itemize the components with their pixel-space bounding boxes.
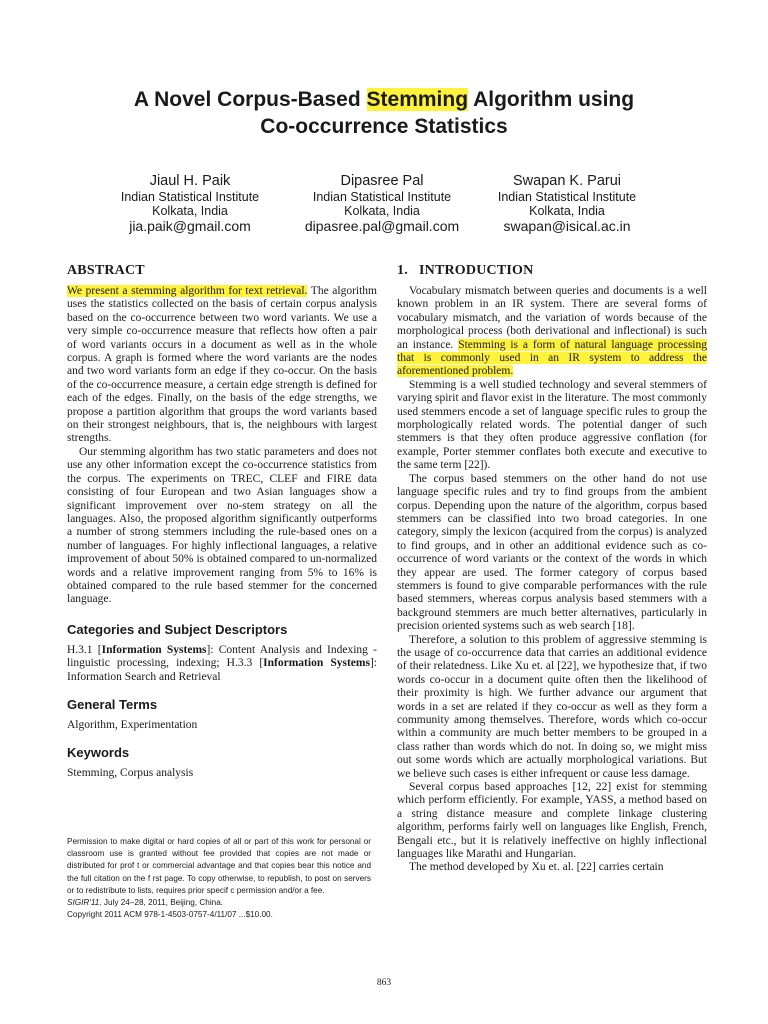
intro-highlight: Stemming is a form of natural language processing that is commonly used in an IR system to address the aforementioned problem. bbox=[397, 338, 707, 378]
title-highlight: Stemming bbox=[366, 88, 469, 111]
copyright-line: Copyright 2011 ACM 978-1-4503-0757-4/11/07 ...$10.00. bbox=[67, 910, 273, 920]
intro-paragraph-2: Stemming is a well studied technology and several stemmers of varying spirit and flavor exist in the literature. The most commonly used stemmers encode a set of language specific rules to group the morphologically related words. The potential danger of such stemmers is that they often produce aggressive conflation (for example, Porter stemmer conflates both execute and executive to the same term [22]). bbox=[397, 378, 707, 472]
page-number: 863 bbox=[376, 978, 392, 988]
abstract-paragraph-2: Our stemming algorithm has two static parameters and does not use any other information except the co-occurrence statistics from the corpus. The experiments on TREC, CLEF and FIRE data consisting of four European and two Asian languages show a significant improvement over no-stem strategy on all the languages. Also, the proposed algorithm significantly outperforms a number of strong stemmers including the rule-based ones on a number of languages. For highly inflectional languages, a relative improvement of about 50% is obtained compared to un-normalized words and a relative improvement ranging from 5% to 16% is obtained compared to the rule based stemmer for the concerned language. bbox=[67, 445, 377, 606]
categories-text: H.3.1 [Information Systems]: Content Analysis and Indexing - linguistic processing, indexing; H.3.3 [Information Systems]: Information Search and Retrieval bbox=[67, 643, 377, 683]
title-line-2: Co-occurrence Statistics bbox=[260, 115, 508, 138]
intro-paragraph-1: Vocabulary mismatch between queries and documents is a well known problem in an IR system. There are several forms of vocabulary mismatch, and the variation of words because of the morphological process (both derivational and inflectional) is such an instance. Stemming is a form of natural language processing that is commonly used in an IR system to address the aforementioned problem. bbox=[397, 285, 707, 378]
author-name: Jiaul H. Paik bbox=[149, 173, 231, 189]
author-location: Kolkata, India bbox=[152, 204, 228, 218]
title-line-1: A Novel Corpus-Based Stemming Algorithm using bbox=[133, 88, 635, 111]
keywords-text: Stemming, Corpus analysis bbox=[67, 767, 194, 780]
general-terms-text: Algorithm, Experimentation bbox=[67, 718, 198, 731]
author-email: swapan@isical.ac.in bbox=[503, 218, 631, 234]
author-block-3 bbox=[457, 172, 677, 235]
conference-details: July 24–28, 2011, Beijing, China. bbox=[101, 898, 224, 908]
author-location: Kolkata, India bbox=[529, 204, 605, 218]
paper-title bbox=[60, 86, 708, 140]
intro-paragraph-6: The method developed by Xu et. al. [22] carries certain bbox=[409, 861, 664, 874]
abstract-heading: ABSTRACT bbox=[67, 263, 145, 278]
keywords-heading: Keywords bbox=[67, 745, 130, 761]
author-email: jia.paik@gmail.com bbox=[129, 218, 251, 234]
permission-notice bbox=[67, 836, 371, 921]
abstract-highlight: We present a stemming algorithm for text retrieval. bbox=[67, 285, 308, 297]
author-block-1 bbox=[80, 172, 300, 235]
intro-paragraph-3: The corpus based stemmers on the other hand do not use language specific rules and try to find groups from the ambient corpus. Depending upon the nature of the algorithm, corpus based stemmers can be classified into two broad categories. In one category, simply the lexicon (acquired from the corpus) is analyzed to find groups, and in other an additional evidence such as co-occurrence of word variants or the context of the words in which they appear are used. The former category of corpus based stemmers is found to give comparable performances with the rule based stemmers, whereas corpus analysis based stemmers with a background stemmers are much better alternatives, particularly in precision oriented systems such as web search [18]. bbox=[397, 472, 707, 633]
left-column bbox=[67, 262, 377, 781]
right-column bbox=[397, 262, 707, 875]
categories-heading: Categories and Subject Descriptors bbox=[67, 621, 288, 637]
author-name: Dipasree Pal bbox=[340, 173, 424, 189]
author-affiliation: Indian Statistical Institute bbox=[497, 190, 637, 204]
intro-paragraph-5: Several corpus based approaches [12, 22] exist for stemming which perform efficiently. For example, YASS, a method based on a string distance measure and complete linkage clustering algorithm, performs fairly well on languages like English, French, Bengali etc., but it is relatively ineffective on highly inflectional languages like Marathi and Hungarian. bbox=[397, 781, 707, 861]
author-affiliation: Indian Statistical Institute bbox=[312, 190, 452, 204]
author-email: dipasree.pal@gmail.com bbox=[304, 218, 460, 234]
abstract-paragraph-1: We present a stemming algorithm for text retrieval. The algorithm uses the statistics collected on the basis of certain corpus analysis based on the co-occurrence between two word variants. We use a very simple co-occurrence measure that reflects how often a pair of word variants occurs in a document as well as in the whole corpus. A graph is formed where the word variants are the nodes and two word variants form an edge if they co-occur. On the basis of the co-occurrence measure, a certain edge strength is defined for each of the edges. Finally, on the basis of the edge strengths, we propose a partition algorithm that groups the word variants based on their strongest neighbours, that is, the neighbours with largest strengths. bbox=[67, 285, 377, 445]
introduction-heading: 1. INTRODUCTION bbox=[397, 263, 534, 278]
conference-name: SIGIR'11, bbox=[67, 898, 102, 908]
permission-text: Permission to make digital or hard copies of all or part of this work for personal or classroom use is granted without fee provided that copies are not made or distributed for prof t or commercial advantage and that copies bear this notice and the full citation on the f rst page. To copy otherwise, to republish, to post on servers or to redistribute to lists, requires prior specif c permission and/or a fee. bbox=[67, 837, 371, 895]
author-location: Kolkata, India bbox=[344, 204, 420, 218]
author-name: Swapan K. Parui bbox=[512, 173, 621, 189]
general-terms-heading: General Terms bbox=[67, 696, 158, 712]
author-affiliation: Indian Statistical Institute bbox=[120, 190, 260, 204]
intro-paragraph-4: Therefore, a solution to this problem of aggressive stemming is the usage of co-occurrence data that carries an additional evidence of their relatedness. Like Xu et. al [22], we hypothesize that, if two words co-occur in a document quite often then the likelihood of their proximity is high. We further advance our argument that words in a set are related if they co-occur as well as they form a community among themselves. Therefore, words which co-occur within a community are much better members to be grouped in a class rather than words which do not. In doing so, we might miss out some words which are actually morphological variations. But we believe such cases is either infrequent or cause less damage. bbox=[397, 633, 707, 780]
